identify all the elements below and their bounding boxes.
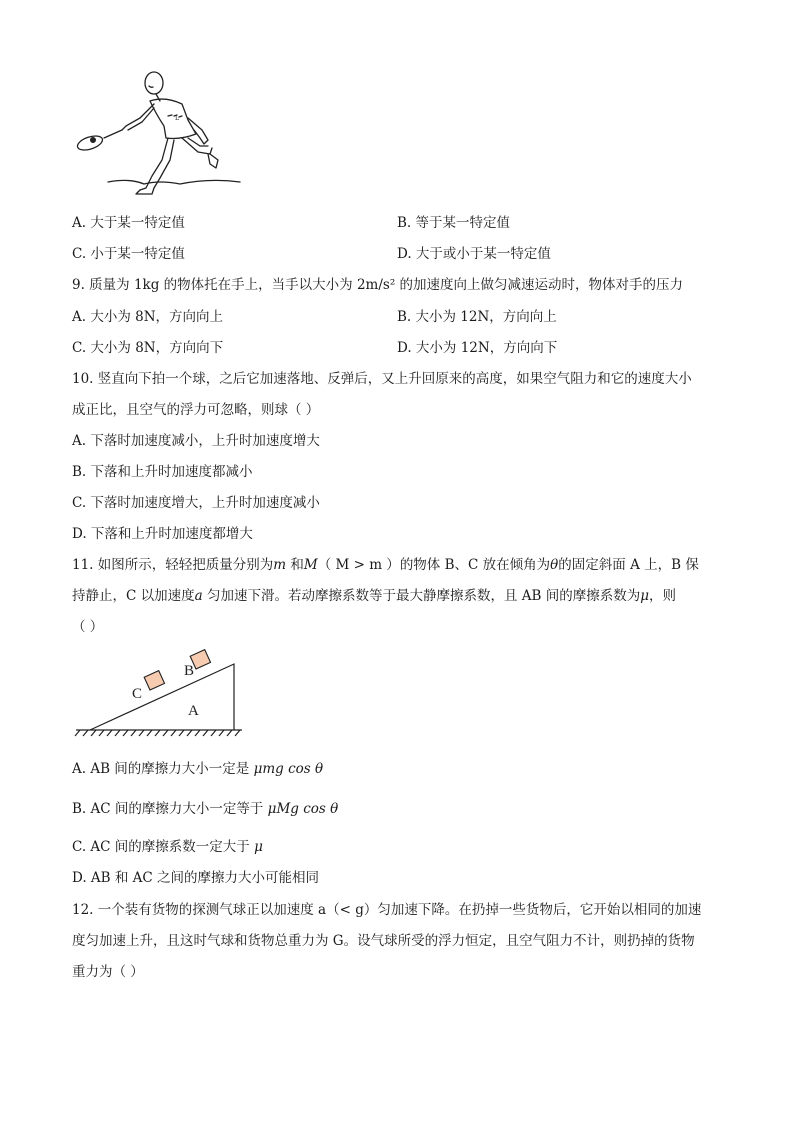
q11-paren: （ M > m ） <box>317 557 400 573</box>
q11-option-c <box>72 838 263 856</box>
q11-option-a-math: μmg cos θ <box>253 761 324 777</box>
label-c: C <box>132 686 143 702</box>
q11-stem-1a: 11. 如图所示，轻轻把质量分别为 <box>72 557 274 573</box>
q8-option-c: C. 小于某一特定值 <box>72 246 185 262</box>
q11-stem-2c: ，则 <box>649 588 677 604</box>
q11-option-c-text: C. AC 间的摩擦系数一定大于 <box>72 839 255 855</box>
q12-stem-line2: 度匀加速上升，且这时气球和货物总重力为 G。设气球所受的浮力恒定，且空气阻力不计，则扔掉的货物 <box>72 933 695 949</box>
q11-theta: θ <box>550 557 559 573</box>
q10-option-d: D. 下落和上升时加速度都增大 <box>72 526 253 542</box>
q10-option-c: C. 下落时加速度增大，上升时加速度减小 <box>72 495 320 511</box>
label-a: A <box>188 703 199 719</box>
q9-stem: 9. 质量为 1kg 的物体托在手上，当手以大小为 2m/s² 的加速度向上做匀减速运动时，物体对手的压力 <box>72 277 684 293</box>
q11-stem-2a: 持静止，C 以加速度 <box>72 588 195 604</box>
q9-option-d: D. 大小为 12N，方向向下 <box>397 340 558 356</box>
q10-stem-line2: 成正比，且空气的浮力可忽略，则球（ ） <box>72 402 320 418</box>
q9-option-b: B. 大小为 12N，方向向上 <box>397 309 557 325</box>
q11-option-c-math: μ <box>254 839 263 855</box>
q12-stem-line3: 重力为（ ） <box>72 964 144 980</box>
q11-stem-line3: （ ） <box>72 619 104 635</box>
incline-figure <box>72 650 252 740</box>
q11-option-b-math: μMg cos θ <box>267 801 339 817</box>
q8-option-a: A. 大于某一特定值 <box>72 215 185 231</box>
q11-mu: μ <box>640 588 650 604</box>
q11-and: 和 <box>286 557 304 573</box>
q11-m: m <box>273 557 287 573</box>
shirt-mark: L <box>175 115 179 122</box>
q10-stem-line1: 10. 竖直向下拍一个球，之后它加速落地、反弹后，又上升回原来的高度，如果空气阻力和它的速度大小 <box>72 371 692 387</box>
q11-option-b-text: B. AC 间的摩擦力大小一定等于 <box>72 801 268 817</box>
q11-option-a <box>72 760 323 778</box>
q10-option-b: B. 下落和上升时加速度都减小 <box>72 464 253 480</box>
q11-option-b <box>72 800 338 818</box>
badminton-player-figure <box>70 68 250 198</box>
q11-option-d: D. AB 和 AC 之间的摩擦力大小可能相同 <box>72 870 320 886</box>
q12-stem-line1: 12. 一个装有货物的探测气球正以加速度 a（< g）匀加速下降。在扔掉一些货物后，它开始以相同的加速 <box>72 902 702 918</box>
label-b: B <box>184 663 195 679</box>
q10-option-a: A. 下落时加速度减小，上升时加速度增大 <box>72 433 320 449</box>
q11-stem-line2 <box>72 587 676 605</box>
q11-stem-1b: 的物体 B、C 放在倾角为 <box>399 557 551 573</box>
q11-stem-line1 <box>72 556 699 574</box>
q11-stem-2b: 匀加速下滑。若动摩擦系数等于最大静摩擦系数，且 AB 间的摩擦系数为 <box>202 588 641 604</box>
q8-option-b: B. 等于某一特定值 <box>397 215 511 231</box>
q9-option-c: C. 大小为 8N，方向向下 <box>72 340 224 356</box>
q11-M: M <box>303 557 318 573</box>
q11-option-a-text: A. AB 间的摩擦力大小一定是 <box>72 761 254 777</box>
q11-stem-1c: 的固定斜面 A 上，B 保 <box>558 557 699 573</box>
q11-a: a <box>194 588 203 604</box>
q8-option-d: D. 大于或小于某一特定值 <box>397 246 551 262</box>
q9-option-a: A. 大小为 8N，方向向上 <box>72 309 224 325</box>
